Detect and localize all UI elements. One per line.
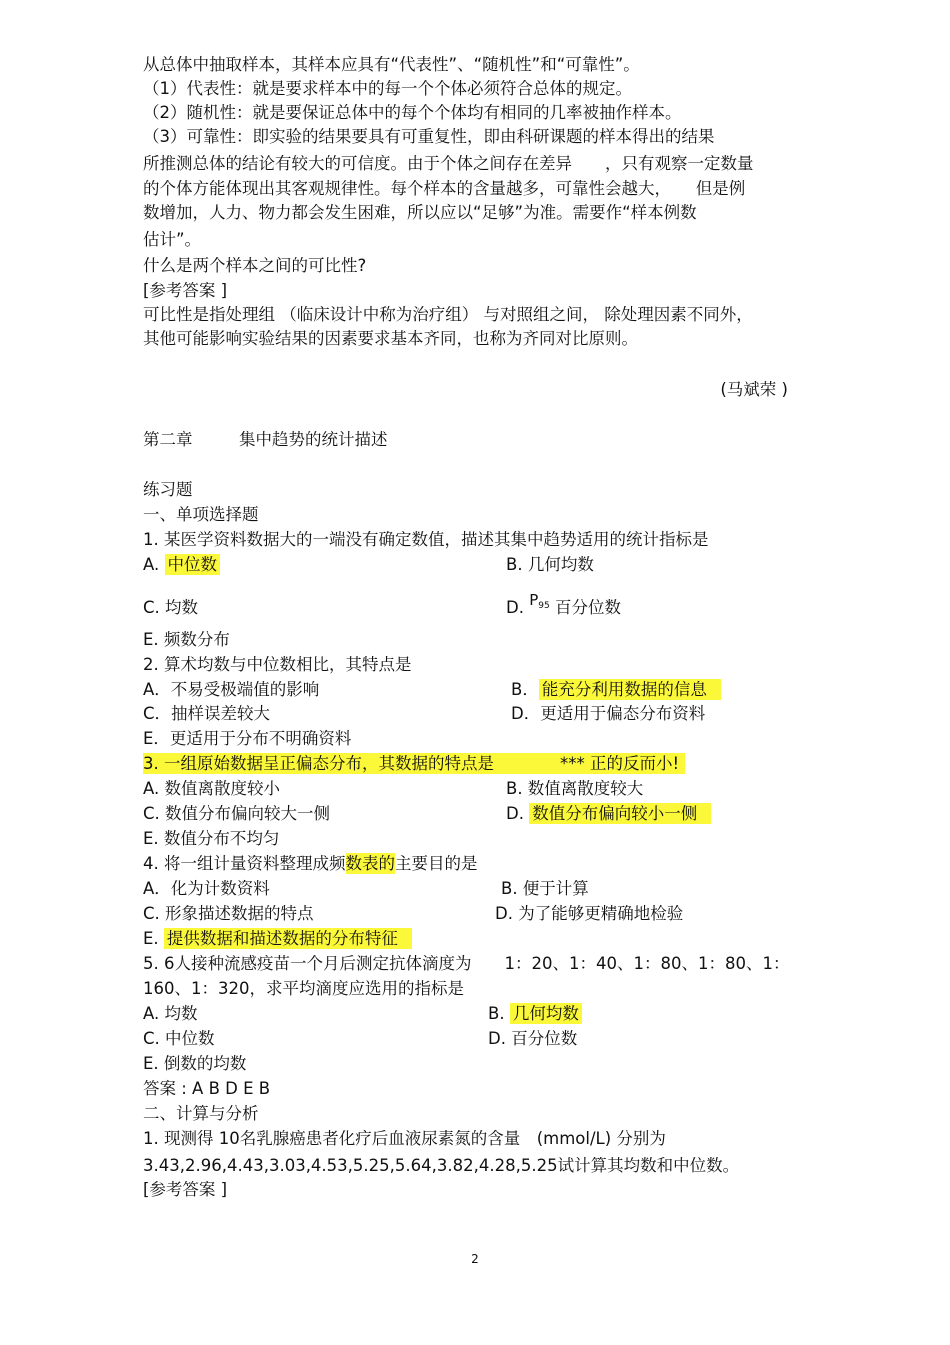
option-c: C. 数值分布偏向较大一侧 D. 数值分布偏向较小一侧 (143, 802, 330, 826)
answer-key: 答案 : A B D E B (143, 1079, 271, 1098)
question-stem (143, 752, 685, 776)
reference-answer-label: [参考答案 ] (143, 1180, 228, 1199)
calc-question: 1. 现测得 10名乳腺癌患者化疗后血液尿素氮的含量 (mmol/L) 分别为 (143, 1129, 666, 1148)
option-a: A．不易受极端值的影响 B． 能充分利用数据的信息 (143, 678, 319, 702)
option-c: C．抽样误差较大 D．更适用于偏态分布资料 (143, 702, 270, 726)
highlighted-stem: 3. 一组原始数据呈正偏态分布，其数据的特点是 *** 正的反而小! (143, 753, 685, 774)
highlighted-answer: 数值分布偏向较小一侧 (529, 803, 711, 824)
page-number: 2 (471, 1252, 479, 1266)
chapter-heading (143, 428, 388, 452)
question-stem: 5. 6人接种流感疫苗一个月后测定抗体滴度为 1：20、1：40、1：80、1：80、1： (143, 954, 790, 973)
option-a: A. 中位数 B. 几何均数 (143, 553, 220, 577)
option-a: A. 数值离散度较小 B. 数值离散度较大 (143, 777, 280, 801)
question-comparability: 什么是两个样本之间的可比性? (143, 256, 367, 275)
question-stem: 160、1：320，求平均滴度应选用的指标是 (143, 979, 464, 998)
intro-line: 的个体方能体现出其客观规律性。每个样本的含量越多，可靠性会越大， 但是例 (143, 179, 746, 198)
option-e: E. 提供数据和描述数据的分布特征 (143, 927, 412, 951)
calc-question: 3.43,2.96,4.43,3.03,4.53,5.25,5.64,3.82,4.28,5.25试计算其均数和中位数。 (143, 1156, 740, 1175)
section-heading: 二、计算与分析 (143, 1104, 259, 1123)
option-b: B. 几何均数 (506, 555, 594, 574)
option-c: C. 中位数 D. 百分位数 (143, 1027, 215, 1051)
option-e: E. 频数分布 (143, 630, 230, 649)
option-d: D. 百分位数 (488, 1029, 578, 1048)
question-stem: 1. 某医学资料数据大的一端没有确定数值，描述其集中趋势适用的统计指标是 (143, 530, 709, 549)
section-heading: 一、单项选择题 (143, 505, 259, 524)
intro-line: 估计”。 (143, 230, 202, 249)
question-stem: 2. 算术均数与中位数相比，其特点是 (143, 655, 412, 674)
chapter-title: 集中趋势的统计描述 (239, 430, 388, 449)
option-c: C. 形象描述数据的特点 D. 为了能够更精确地检验 (143, 902, 314, 926)
intro-line: 从总体中抽取样本，其样本应具有“代表性”、“随机性”和“可靠性”。 (143, 55, 640, 74)
highlighted-answer: 中位数 (165, 554, 221, 575)
exercise-title: 练习题 (143, 480, 193, 499)
reference-answer-label: [参考答案 ] (143, 281, 228, 300)
highlighted-answer: 几何均数 (510, 1003, 582, 1024)
answer-line: 其他可能影响实验结果的因素要求基本齐同，也称为齐同对比原则。 (143, 329, 638, 348)
intro-line: 所推测总体的结论有较大的可信度。由于个体之间存在差异 ，只有观察一定数量 (143, 154, 754, 173)
option-a: A. 均数 B. 几何均数 (143, 1002, 198, 1026)
data-values: 3.43,2.96,4.43,3.03,4.53,5.25,5.64,3.82,4.28,5.25 (143, 1156, 558, 1175)
option-d: D. 为了能够更精确地检验 (495, 904, 684, 923)
option-d: D．更适用于偏态分布资料 (511, 704, 706, 723)
answer-line: 可比性是指处理组 （临床设计中称为治疗组） 与对照组之间， 除处理因素不同外， (143, 305, 753, 324)
option-b: B. 数值离散度较大 (506, 779, 644, 798)
highlighted-phrase: 数表的 (345, 854, 395, 873)
option-d: D. 数值分布偏向较小一侧 (506, 802, 711, 826)
highlighted-answer: 能充分利用数据的信息 (539, 679, 721, 700)
option-b: B． 能充分利用数据的信息 (511, 678, 721, 702)
option-e: E. 数值分布不均匀 (143, 829, 280, 848)
highlighted-answer: 提供数据和描述数据的分布特征 (164, 928, 412, 949)
intro-line: （1）代表性：就是要求样本中的每一个个体必须符合总体的规定。 (143, 79, 632, 98)
percentile-symbol: P (529, 591, 539, 609)
option-b: B. 便于计算 (501, 879, 589, 898)
option-e: E. 倒数的均数 (143, 1054, 247, 1073)
option-a: A．化为计数资料 B. 便于计算 (143, 877, 270, 901)
chapter-number: 第二章 (143, 430, 193, 449)
option-e: E．更适用于分布不明确资料 (143, 729, 352, 748)
option-c: C. 均数 D. $P^{95}$ 百分位数 (143, 596, 198, 620)
option-b: B. 几何均数 (488, 1002, 582, 1026)
author-credit: (马斌荣 ) (720, 380, 788, 399)
intro-line: （2）随机性：就是要保证总体中的每个个体均有相同的几率被抽作样本。 (143, 103, 682, 122)
option-d: D. $P^{95}$ 百分位数 (506, 591, 621, 617)
intro-line: 数增加，人力、物力都会发生困难，所以应以“足够”为准。需要作“样本例数 (143, 203, 697, 222)
intro-line: （3）可靠性：即实验的结果要具有可重复性，即由科研课题的样本得出的结果 (143, 127, 715, 146)
question-stem: 4. 将一组计量资料整理成频数表的主要目的是 (143, 854, 478, 873)
